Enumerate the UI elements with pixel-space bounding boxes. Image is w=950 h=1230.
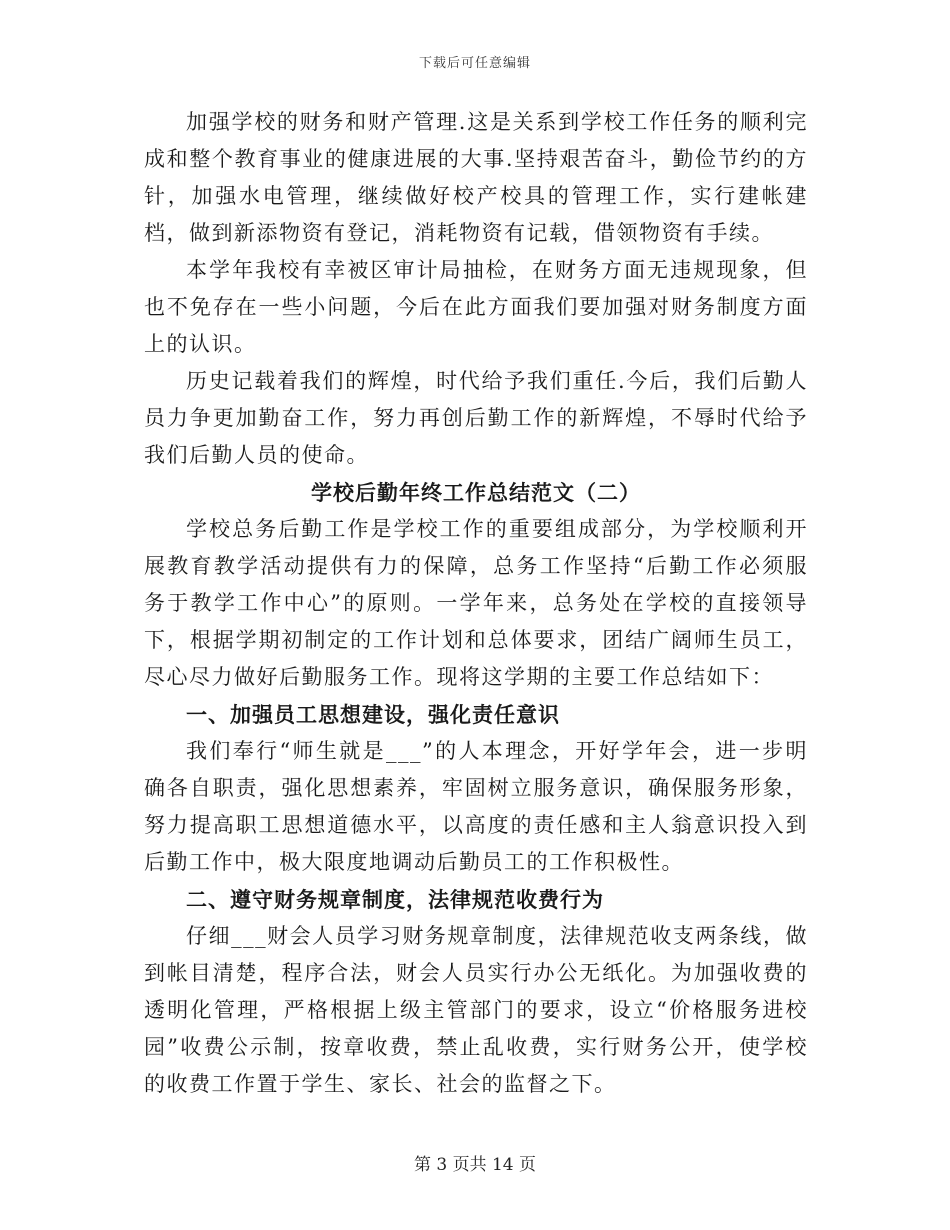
section-title: 学校后勤年终工作总结范文（二）: [311, 480, 641, 505]
paragraph-audit: 本学年我校有幸被区审计局抽检，在财务方面无违规现象，但也不免存在一些小问题，今后在此方面我们要加强对财务制度方面上的认识。: [144, 258, 808, 356]
paragraph-history: 历史记载着我们的辉煌，时代给予我们重任.今后，我们后勤人员力争更加勤奋工作，努力再创后勤工作的新辉煌，不辱时代给予我们后勤人员的使命。: [144, 369, 808, 467]
document-body: [144, 104, 808, 1103]
paragraph-staff-ideology: 我们奉行“师生就是___”的人本理念，开好学年会，进一步明确各自职责，强化思想素养，牢固树立服务意识，确保服务形象，努力提高职工思想道德水平，以高度的责任感和主人翁意识投入到后勤工作中，极大限度地调动后勤员工的工作积极性。: [144, 739, 808, 874]
paragraph-intro: 学校总务后勤工作是学校工作的重要组成部分，为学校顺利开展教育教学活动提供有力的保障，总务工作坚持“后勤工作必须服务于教学工作中心”的原则。一学年来，总务处在学校的直接领导下，根据学期初制定的工作计划和总体要求，团结广阔师生员工，尽心尽力做好后勤服务工作。现将这学期的主要工作总结如下：: [144, 517, 808, 689]
paragraph-finance-management: 加强学校的财务和财产管理.这是关系到学校工作任务的顺利完成和整个教育事业的健康进展的大事.坚持艰苦奋斗，勤俭节约的方针，加强水电管理，继续做好校产校具的管理工作，实行建帐建档，做到新添物资有登记，消耗物资有记载，借领物资有手续。: [144, 110, 808, 245]
page-header-note: 下载后可任意编辑: [418, 56, 531, 71]
paragraph-finance-rules: 仔细___财会人员学习财务规章制度，法律规范收支两条线，做到帐目清楚，程序合法，财会人员实行办公无纸化。为加强收费的透明化管理，严格根据上级主管部门的要求，设立“价格服务进校园”收费公示制，按章收费，禁止乱收费，实行财务公开，使学校的收费工作置于学生、家长、社会的监督之下。: [144, 924, 808, 1096]
heading-finance-rules: 二、遵守财务规章制度，法律规范收费行为: [186, 887, 604, 912]
heading-staff-ideology: 一、加强员工思想建设，强化责任意识: [186, 702, 560, 727]
page-number: 第 3 页共 14 页: [413, 1155, 537, 1175]
